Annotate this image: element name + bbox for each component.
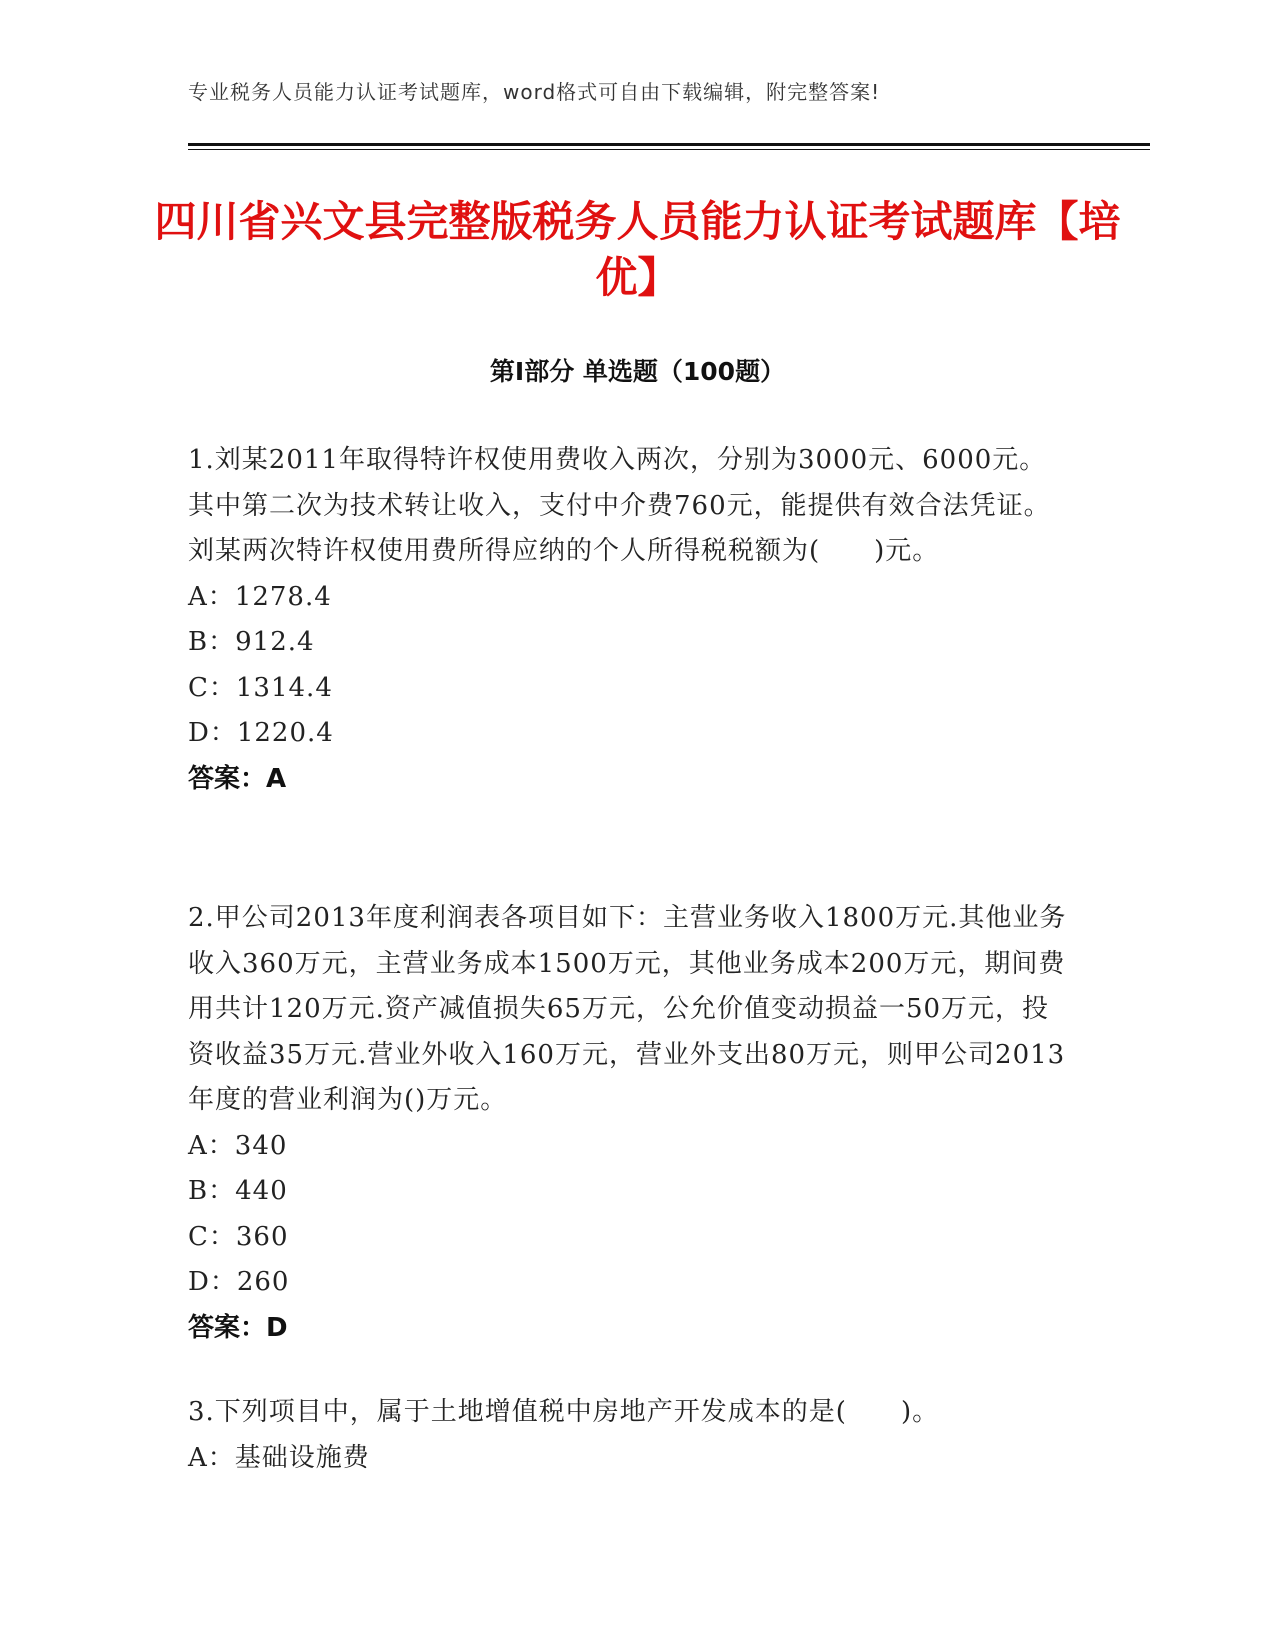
answer: 答案：D (188, 1312, 288, 1343)
option-d: D：260 (188, 1267, 290, 1297)
question-stem: 2.甲公司2013年度利润表各项目如下：主营业务收入1800万元.其他业务收入360万元，主营业务成本1500万元，其他业务成本200万元，期间费用共计120万元.资产减值损失65万元，公允价值变动损益一50万元，投资收益35万元.营业外收入160万元，营业外支出80万元，则甲公司2013年度的营业利润为()万元。 (188, 903, 1067, 1115)
document-title: 四川省兴文县完整版税务人员能力认证考试题库【培优】 (154, 197, 1121, 302)
header-divider-thin (188, 149, 1150, 150)
question-stem: 3.下列项目中，属于土地增值税中房地产开发成本的是( )。 (188, 1397, 940, 1427)
option-a: A：1278.4 (188, 581, 332, 612)
option-b: B：440 (188, 1176, 288, 1206)
option-a: A：340 (188, 1130, 288, 1161)
option-d: D：1220.4 (188, 718, 334, 748)
question-3 (188, 1390, 1068, 1481)
option-b: B：912.4 (188, 627, 315, 657)
question-stem: 1.刘某2011年取得特许权使用费收入两次，分别为3000元、6000元。其中第二次为技术转让收入，支付中介费760元，能提供有效合法凭证。刘某两次特许权使用费所得应纳的个人所得税税额为( )元。 (188, 445, 1051, 566)
question-1 (188, 438, 1068, 802)
answer: 答案：A (188, 763, 287, 794)
question-2 (188, 896, 1068, 1351)
option-a: A：基础设施费 (188, 1442, 370, 1473)
option-c: C：360 (188, 1221, 289, 1252)
header-divider-thick (188, 143, 1150, 146)
header-note: 专业税务人员能力认证考试题库，word格式可自由下载编辑，附完整答案! (188, 80, 881, 104)
section-title: 第Ⅰ部分 单选题（100题） (489, 357, 786, 386)
option-c: C：1314.4 (188, 672, 333, 703)
